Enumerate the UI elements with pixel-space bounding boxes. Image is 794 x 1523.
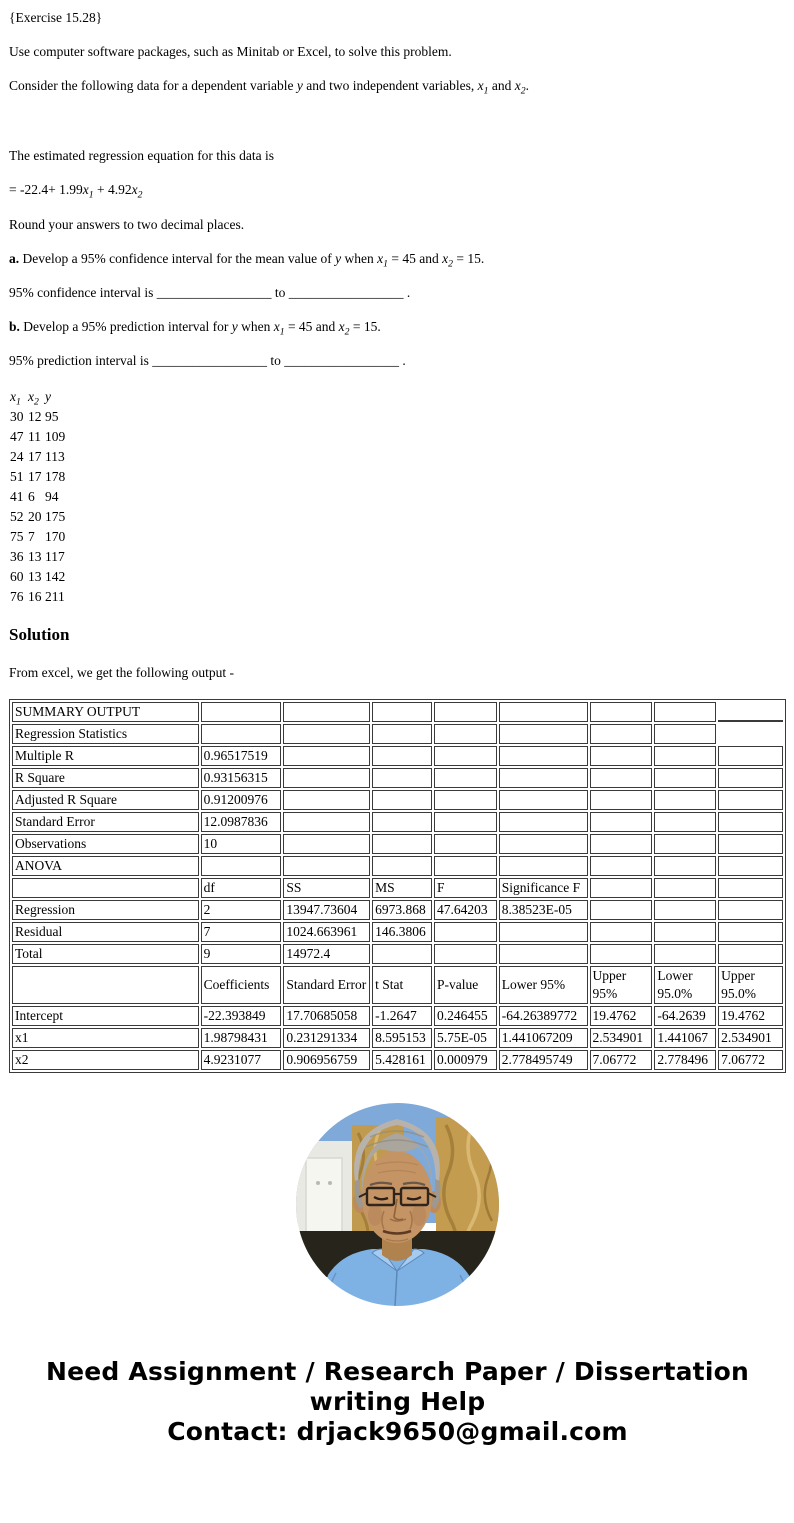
tutor-portrait-illustration xyxy=(296,1103,499,1306)
excel-cell xyxy=(590,944,653,964)
excel-row xyxy=(12,1028,783,1048)
excel-cell xyxy=(372,944,432,964)
excel-cell: Coefficients xyxy=(201,966,282,1004)
xy-cell: 13 xyxy=(28,569,42,585)
excel-cell: 0.906956759 xyxy=(283,1050,370,1070)
excel-cell: 7.06772 xyxy=(590,1050,653,1070)
excel-cell: 2.778495749 xyxy=(499,1050,588,1070)
equation-intro: The estimated regression equation for this data is xyxy=(9,148,275,164)
footer-line-1: Need Assignment / Research Paper / Dissertation xyxy=(46,1356,749,1386)
excel-cell xyxy=(654,922,716,942)
excel-cell xyxy=(590,702,653,722)
xy-cell: 7 xyxy=(28,529,35,545)
excel-cell xyxy=(12,966,199,1004)
excel-cell: 146.3806 xyxy=(372,922,432,942)
excel-cell xyxy=(499,834,588,854)
excel-cell xyxy=(654,812,716,832)
excel-row xyxy=(12,966,783,1004)
excel-cell xyxy=(283,790,370,810)
xy-cell: 94 xyxy=(45,489,59,505)
excel-cell xyxy=(499,724,588,744)
excel-cell: Upper 95% xyxy=(590,966,653,1004)
excel-cell: F xyxy=(434,878,497,898)
excel-cell xyxy=(718,922,783,942)
excel-cell xyxy=(283,746,370,766)
excel-row xyxy=(12,768,783,788)
excel-cell: 19.4762 xyxy=(718,1006,783,1026)
excel-cell xyxy=(434,944,497,964)
excel-cell xyxy=(654,900,716,920)
excel-cell xyxy=(718,900,783,920)
excel-cell xyxy=(499,944,588,964)
xy-cell: 170 xyxy=(45,529,66,545)
excel-row xyxy=(12,1006,783,1026)
excel-cell: Lower 95% xyxy=(499,966,588,1004)
excel-row xyxy=(12,944,783,964)
excel-cell: Regression Statistics xyxy=(12,724,199,744)
excel-cell: x2 xyxy=(12,1050,199,1070)
xy-cell: 95 xyxy=(45,409,59,425)
round-instruction: Round your answers to two decimal places. xyxy=(9,216,245,232)
excel-cell: Intercept xyxy=(12,1006,199,1026)
excel-cell xyxy=(434,790,497,810)
excel-cell xyxy=(372,768,432,788)
xy-cell: 20 xyxy=(28,509,42,525)
xy-cell: 13 xyxy=(28,549,42,565)
xy-data-row xyxy=(10,567,87,587)
excel-cell xyxy=(201,724,282,744)
excel-row xyxy=(12,724,783,744)
excel-cell xyxy=(654,856,716,876)
excel-cell xyxy=(654,724,716,744)
excel-output-intro: From excel, we get the following output - xyxy=(9,665,234,681)
xy-cell: 24 xyxy=(10,449,24,465)
excel-cell xyxy=(718,856,783,876)
excel-cell xyxy=(654,746,716,766)
blank-paragraph xyxy=(9,112,786,148)
excel-cell xyxy=(499,768,588,788)
excel-cell: 2.534901 xyxy=(718,1028,783,1048)
excel-cell xyxy=(434,812,497,832)
excel-cell xyxy=(12,878,199,898)
excel-cell xyxy=(372,724,432,744)
solution-heading: Solution xyxy=(9,625,70,645)
excel-row xyxy=(12,702,783,722)
xy-cell: 117 xyxy=(45,549,65,565)
excel-cell xyxy=(372,790,432,810)
excel-cell: 0.96517519 xyxy=(201,746,282,766)
excel-cell xyxy=(372,812,432,832)
excel-cell xyxy=(434,724,497,744)
xy-cell: 30 xyxy=(10,409,24,425)
excel-cell xyxy=(372,834,432,854)
xy-data-row xyxy=(10,447,87,467)
excel-cell xyxy=(590,724,653,744)
excel-row xyxy=(12,856,783,876)
part-a-question: a. Develop a 95% confidence interval for the mean value of y when $x_1 = 45$ and $x_2 = 15$. xyxy=(9,250,485,270)
excel-cell: df xyxy=(201,878,282,898)
excel-cell xyxy=(283,768,370,788)
excel-cell xyxy=(434,768,497,788)
excel-row xyxy=(12,834,783,854)
excel-cell: 5.75E-05 xyxy=(434,1028,497,1048)
excel-cell: -22.393849 xyxy=(201,1006,282,1026)
excel-row xyxy=(12,900,783,920)
excel-cell: 1.441067 xyxy=(654,1028,716,1048)
excel-cell: 8.595153 xyxy=(372,1028,432,1048)
excel-cell: 17.70685058 xyxy=(283,1006,370,1026)
excel-cell: 1024.663961 xyxy=(283,922,370,942)
excel-cell xyxy=(283,834,370,854)
xy-data-row xyxy=(10,467,87,487)
confidence-interval-blank: 95% confidence interval is _________________ to _________________ . xyxy=(9,284,411,300)
excel-cell xyxy=(590,922,653,942)
xy-data-row xyxy=(10,427,87,447)
excel-row xyxy=(12,878,783,898)
excel-cell: 47.64203 xyxy=(434,900,497,920)
excel-cell xyxy=(718,746,783,766)
prediction-interval-blank: 95% prediction interval is _________________ to _________________ . xyxy=(9,352,406,368)
excel-cell: 2.778496 xyxy=(654,1050,716,1070)
excel-cell: Residual xyxy=(12,922,199,942)
excel-cell xyxy=(499,790,588,810)
excel-cell xyxy=(590,746,653,766)
summary-output-table xyxy=(9,699,786,1073)
excel-cell xyxy=(590,856,653,876)
xy-cell: 11 xyxy=(28,429,41,445)
xy-cell: 76 xyxy=(10,589,24,605)
xy-cell: 109 xyxy=(45,429,66,445)
xy-col-header: y xyxy=(45,389,51,405)
excel-cell: Multiple R xyxy=(12,746,199,766)
summary-output-body xyxy=(12,702,783,1070)
xy-cell: 178 xyxy=(45,469,66,485)
excel-cell: Total xyxy=(12,944,199,964)
excel-cell xyxy=(718,834,783,854)
xy-cell: 51 xyxy=(10,469,24,485)
part-b-question: b. Develop a 95% prediction interval for y when $x_1 = 45$ and $x_2 = 15$. xyxy=(9,318,381,338)
excel-cell xyxy=(654,834,716,854)
footer-line-2: writing Help xyxy=(309,1386,486,1416)
excel-cell: 2.534901 xyxy=(590,1028,653,1048)
excel-cell: 1.441067209 xyxy=(499,1028,588,1048)
tutor-photo xyxy=(296,1103,499,1306)
xy-cell: 175 xyxy=(45,509,66,525)
excel-cell: 9 xyxy=(201,944,282,964)
excel-cell: x1 xyxy=(12,1028,199,1048)
excel-cell: P-value xyxy=(434,966,497,1004)
excel-cell: Upper 95.0% xyxy=(718,966,783,1004)
excel-cell: 0.91200976 xyxy=(201,790,282,810)
xy-cell: 113 xyxy=(45,449,65,465)
excel-cell: 4.9231077 xyxy=(201,1050,282,1070)
excel-cell xyxy=(718,724,783,744)
xy-data-row xyxy=(10,507,87,527)
excel-cell xyxy=(372,856,432,876)
xy-cell: 142 xyxy=(45,569,66,585)
excel-cell xyxy=(590,812,653,832)
excel-cell xyxy=(372,746,432,766)
excel-cell xyxy=(590,790,653,810)
excel-cell: 0.231291334 xyxy=(283,1028,370,1048)
instruction-software: Use computer software packages, such as Minitab or Excel, to solve this problem. xyxy=(9,44,452,60)
xy-cell: 75 xyxy=(10,529,24,545)
excel-cell: Standard Error xyxy=(283,966,370,1004)
excel-cell xyxy=(718,812,783,832)
excel-cell xyxy=(283,724,370,744)
xy-header-row xyxy=(10,387,87,407)
xy-cell: 17 xyxy=(28,449,42,465)
footer-contact-email: Contact: drjack9650@gmail.com xyxy=(167,1416,628,1446)
excel-cell xyxy=(283,856,370,876)
regression-equation: = $-22.4+ 1.99x_1 + 4.92x_2$ xyxy=(9,182,143,202)
excel-cell xyxy=(590,878,653,898)
xy-cell: 16 xyxy=(28,589,42,605)
excel-cell xyxy=(372,702,432,722)
excel-row xyxy=(12,1050,783,1070)
excel-cell: R Square xyxy=(12,768,199,788)
excel-cell: Observations xyxy=(12,834,199,854)
xy-cell: 41 xyxy=(10,489,24,505)
excel-cell xyxy=(718,944,783,964)
xy-table-body xyxy=(10,407,87,607)
excel-cell xyxy=(654,944,716,964)
xy-data-row xyxy=(10,527,87,547)
excel-cell xyxy=(718,702,783,722)
excel-cell xyxy=(718,878,783,898)
xy-cell: 60 xyxy=(10,569,24,585)
xy-data-row xyxy=(10,407,87,427)
excel-cell: Lower 95.0% xyxy=(654,966,716,1004)
excel-cell: 14972.4 xyxy=(283,944,370,964)
excel-cell: 6973.868 xyxy=(372,900,432,920)
xy-data-row xyxy=(10,547,87,567)
excel-row xyxy=(12,812,783,832)
xy-col-header: $x_2$ xyxy=(28,389,39,408)
excel-cell: MS xyxy=(372,878,432,898)
footer-ad xyxy=(9,1357,786,1447)
excel-row xyxy=(12,790,783,810)
excel-cell xyxy=(718,790,783,810)
excel-cell xyxy=(718,768,783,788)
excel-cell xyxy=(434,834,497,854)
excel-cell xyxy=(499,812,588,832)
excel-cell xyxy=(434,856,497,876)
excel-cell: 0.93156315 xyxy=(201,768,282,788)
excel-row xyxy=(12,922,783,942)
xy-cell: 12 xyxy=(28,409,42,425)
excel-cell xyxy=(654,702,716,722)
excel-cell xyxy=(283,812,370,832)
xy-cell: 52 xyxy=(10,509,24,525)
excel-cell: 0.000979 xyxy=(434,1050,497,1070)
excel-cell: -64.26389772 xyxy=(499,1006,588,1026)
excel-cell: -1.2647 xyxy=(372,1006,432,1026)
excel-cell: 10 xyxy=(201,834,282,854)
instruction-consider: Consider the following data for a dependent variable y and two independent variables, $x_1$ and $x_2$. xyxy=(9,78,529,97)
excel-cell xyxy=(434,702,497,722)
excel-cell: Regression xyxy=(12,900,199,920)
xy-data-row xyxy=(10,587,87,607)
excel-cell xyxy=(590,900,653,920)
excel-cell xyxy=(201,856,282,876)
excel-cell xyxy=(654,768,716,788)
xy-cell: 36 xyxy=(10,549,24,565)
excel-cell xyxy=(499,702,588,722)
excel-cell: Adjusted R Square xyxy=(12,790,199,810)
excel-cell xyxy=(434,922,497,942)
xy-cell: 211 xyxy=(45,589,65,605)
excel-cell: 0.246455 xyxy=(434,1006,497,1026)
excel-cell xyxy=(201,702,282,722)
excel-cell: 5.428161 xyxy=(372,1050,432,1070)
excel-cell xyxy=(654,790,716,810)
excel-row xyxy=(12,746,783,766)
excel-cell xyxy=(434,746,497,766)
xy-cell: 47 xyxy=(10,429,24,445)
excel-cell xyxy=(590,834,653,854)
excel-cell: 1.98798431 xyxy=(201,1028,282,1048)
excel-cell: 7 xyxy=(201,922,282,942)
excel-cell xyxy=(283,702,370,722)
excel-cell: SS xyxy=(283,878,370,898)
xy-data-row xyxy=(10,487,87,507)
xy-data-table xyxy=(10,387,87,607)
excel-cell xyxy=(590,768,653,788)
excel-cell: 19.4762 xyxy=(590,1006,653,1026)
excel-cell: -64.2639 xyxy=(654,1006,716,1026)
excel-cell: 8.38523E-05 xyxy=(499,900,588,920)
excel-cell xyxy=(654,878,716,898)
excel-cell: SUMMARY OUTPUT xyxy=(12,702,199,722)
xy-cell: 17 xyxy=(28,469,42,485)
exercise-tag: {Exercise 15.28} xyxy=(9,10,103,25)
excel-cell: Standard Error xyxy=(12,812,199,832)
excel-cell: t Stat xyxy=(372,966,432,1004)
excel-cell: ANOVA xyxy=(12,856,199,876)
xy-cell: 6 xyxy=(28,489,35,505)
excel-cell: 2 xyxy=(201,900,282,920)
xy-col-header: $x_1$ xyxy=(10,389,21,408)
excel-cell xyxy=(499,856,588,876)
excel-cell: 7.06772 xyxy=(718,1050,783,1070)
excel-cell: 12.0987836 xyxy=(201,812,282,832)
excel-cell: Significance F xyxy=(499,878,588,898)
excel-cell: 13947.73604 xyxy=(283,900,370,920)
excel-cell xyxy=(499,746,588,766)
excel-cell xyxy=(499,922,588,942)
